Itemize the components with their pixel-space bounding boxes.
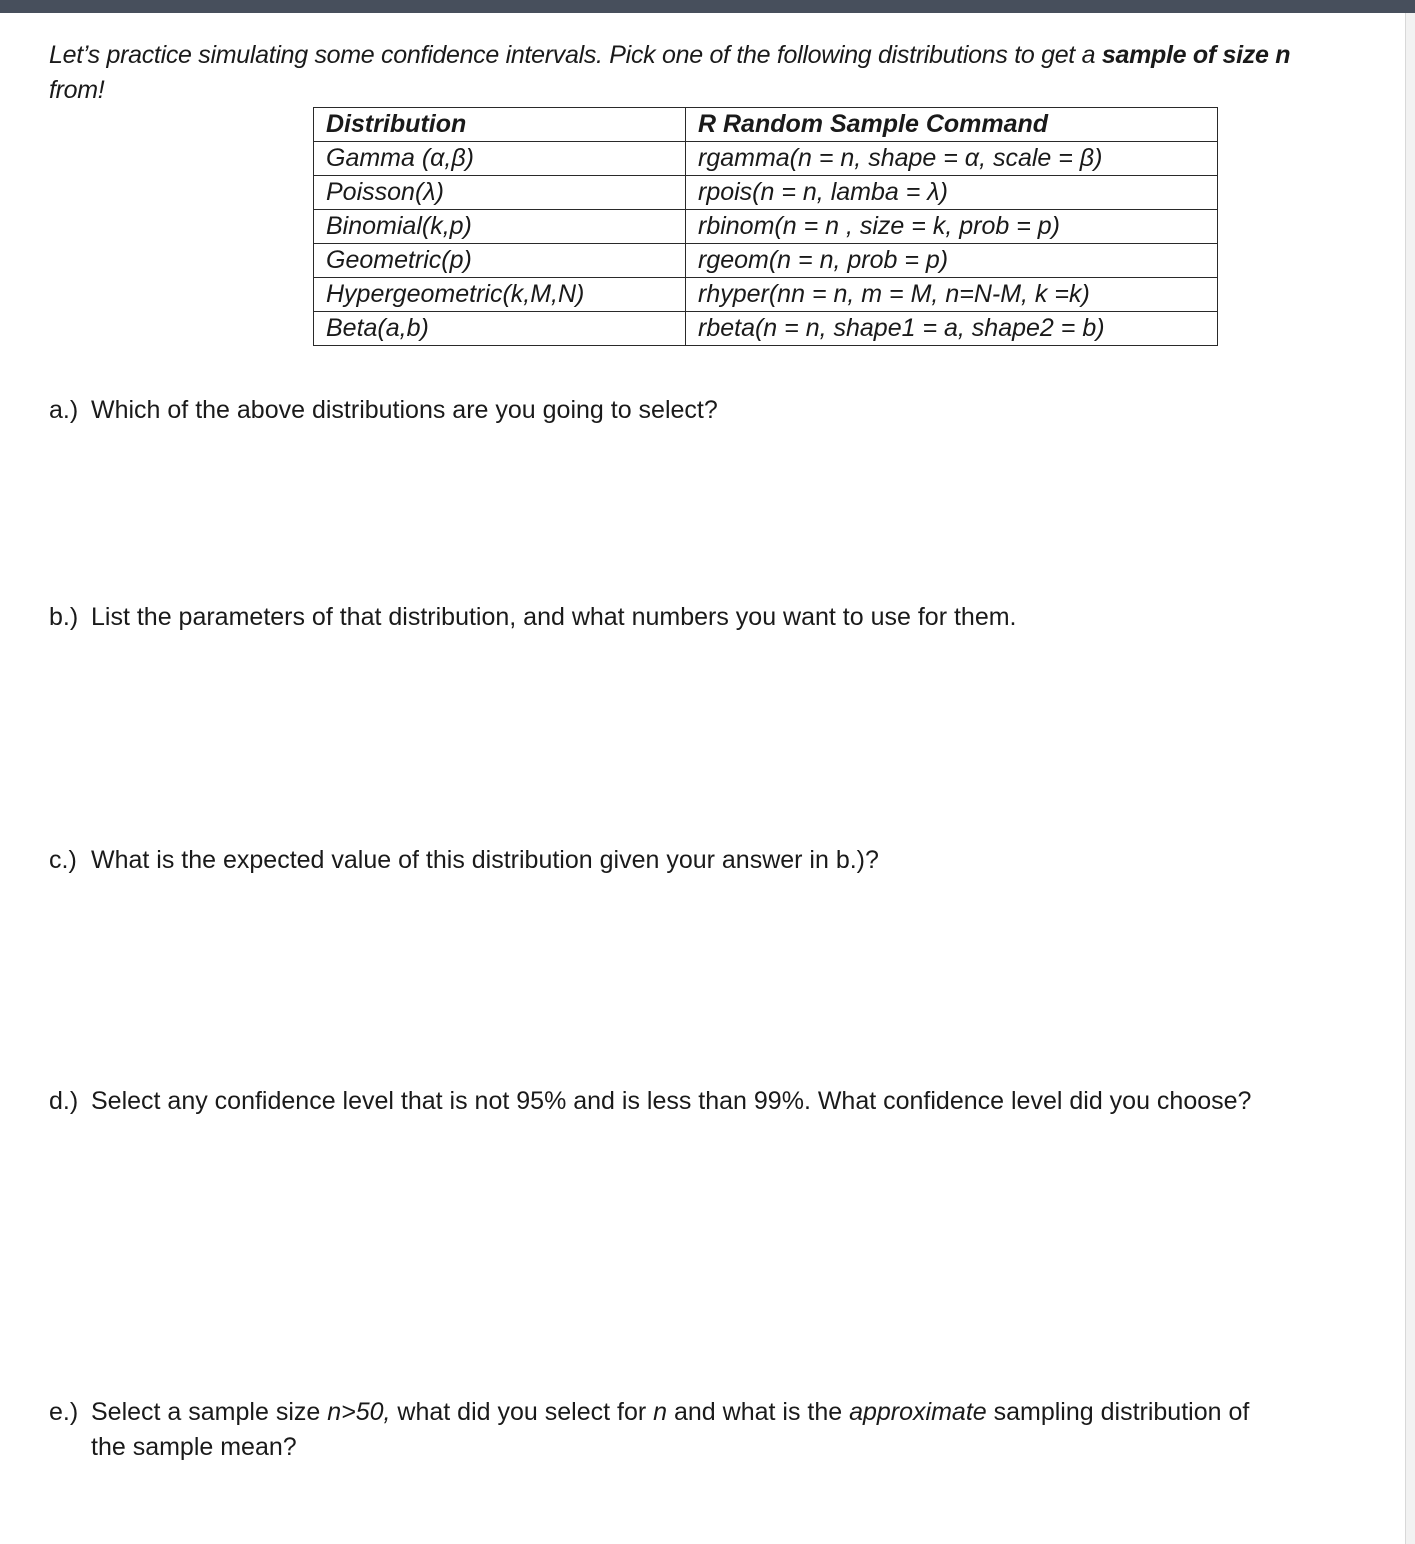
question-label: d.): [49, 1087, 79, 1115]
table-row: [314, 244, 1218, 278]
question-label: b.): [49, 603, 79, 631]
header-command: R Random Sample Command: [686, 108, 1218, 142]
question-text: List the parameters of that distribution, and what numbers you want to use for them.: [91, 603, 1017, 631]
question-c: [49, 843, 1279, 878]
distribution-cell: Beta(a,b): [314, 312, 686, 346]
distribution-cell: Gamma (α,β): [314, 142, 686, 176]
command-cell: rgeom(n = n, prob = p): [686, 244, 1218, 278]
intro-bold-text: sample of size n: [1101, 41, 1291, 69]
intro-text: Let’s practice simulating some confidence intervals. Pick one of the following distributions to get a: [49, 41, 1102, 69]
question-text: Which of the above distributions are you going to select?: [91, 396, 718, 424]
distribution-cell: Hypergeometric(k,M,N): [314, 278, 686, 312]
question-text-part: sampling distribution of the sample mean?: [91, 1398, 1250, 1461]
table-row: [314, 278, 1218, 312]
intro-text-end: from!: [49, 76, 105, 104]
question-text-part: and what is the: [667, 1398, 850, 1426]
table-row: [314, 210, 1218, 244]
question-d: [49, 1084, 1279, 1119]
question-text: Select any confidence level that is not 95% and is less than 99%. What confidence level did you choose?: [91, 1087, 1252, 1115]
table-row: [314, 176, 1218, 210]
table-header-row: [314, 108, 1218, 142]
question-text-part: what did you select for: [390, 1398, 654, 1426]
scrollbar-track[interactable]: [1405, 13, 1415, 1544]
question-italic-part: n: [653, 1398, 668, 1426]
question-label: a.): [49, 396, 79, 424]
header-distribution: Distribution: [314, 108, 686, 142]
command-cell: rbinom(n = n , size = k, prob = p): [686, 210, 1218, 244]
command-cell: rgamma(n = n, shape = α, scale = β): [686, 142, 1218, 176]
distribution-cell: Geometric(p): [314, 244, 686, 278]
distribution-cell: Binomial(k,p): [314, 210, 686, 244]
question-label: c.): [49, 846, 77, 874]
window-top-bar: [0, 0, 1415, 13]
question-a: [49, 393, 1279, 428]
question-label: e.): [49, 1398, 79, 1426]
distribution-table: [313, 107, 1218, 346]
intro-paragraph: [49, 38, 1349, 108]
table-row: [314, 312, 1218, 346]
question-b: [49, 600, 1279, 635]
command-cell: rhyper(nn = n, m = M, n=N-M, k =k): [686, 278, 1218, 312]
question-text-part: Select a sample size: [91, 1398, 328, 1426]
table-row: [314, 142, 1218, 176]
command-cell: rbeta(n = n, shape1 = a, shape2 = b): [686, 312, 1218, 346]
question-e: [49, 1395, 1279, 1465]
question-text: What is the expected value of this distribution given your answer in b.)?: [91, 846, 879, 874]
question-italic-part: n>50,: [327, 1398, 391, 1426]
distribution-cell: Poisson(λ): [314, 176, 686, 210]
question-italic-part: approximate: [849, 1398, 987, 1426]
question-text: [91, 1395, 1279, 1465]
command-cell: rpois(n = n, lamba = λ): [686, 176, 1218, 210]
